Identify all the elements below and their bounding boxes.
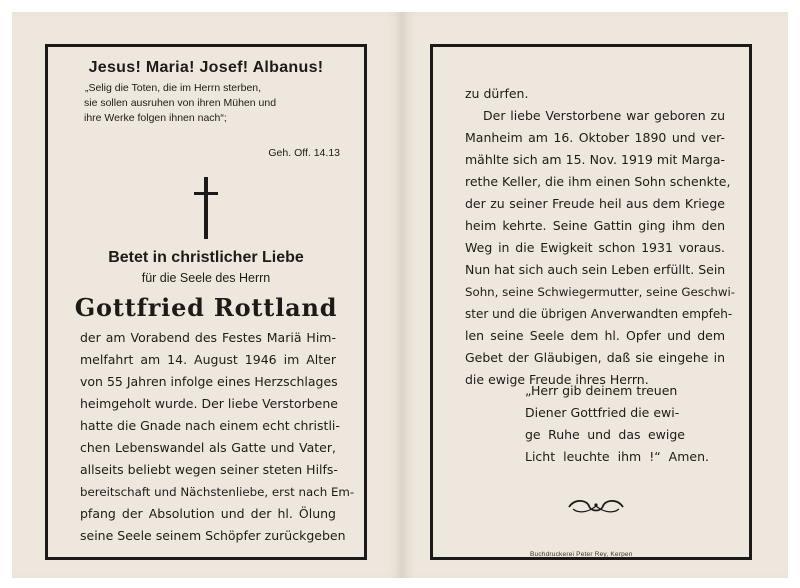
text-line: zu dürfen. (465, 86, 529, 101)
prayer-heading: Betet in christlicher Liebe (108, 249, 304, 266)
motto-heading: Jesus! Maria! Josef! Albanus! (88, 59, 324, 76)
prayer-line: Licht leuchte ihm !“ Amen. (525, 449, 709, 464)
right-body-text (465, 83, 736, 391)
text-line: mählte sich am 15. Nov. 1919 mit Marga- (465, 152, 725, 167)
flourish-ornament-icon (565, 494, 627, 516)
text-line: Der liebe Verstorbene war geboren zu (483, 108, 725, 123)
left-page-border (45, 44, 367, 560)
prayer-line: Diener Gottfried die ewi- (525, 405, 680, 420)
deceased-name: Gottfried Rottland (74, 293, 338, 322)
printer-imprint: Buchdruckerei Peter Rey, Kerpen (530, 551, 633, 558)
verse-line: ihre Werke folgen ihnen nach“; (84, 112, 227, 124)
left-body-text (80, 327, 355, 547)
prayer-line: „Herr gib deinem treuen (525, 383, 678, 398)
text-line: von 55 Jahren infolge eines Herzschlages (80, 374, 338, 389)
cross-icon (194, 177, 218, 239)
text-line: der am Vorabend des Festes Mariä Him- (80, 330, 336, 345)
bible-verse (84, 81, 344, 126)
text-line: len seine Seele dem hl. Opfer und dem (465, 328, 725, 343)
text-line: heim kehrte. Seine Gattin ging ihm den (465, 218, 725, 233)
text-line: seine Seele seinem Schöpfer zurückgeben (80, 528, 346, 543)
text-line: der zu seiner Freude heil aus dem Kriege (465, 196, 725, 211)
verse-reference: Geh. Off. 14.13 (268, 147, 340, 159)
text-line: chen Lebenswandel als Gatte und Vater, (80, 440, 336, 455)
text-line: bereitschaft und Nächstenliebe, erst nach Em- (80, 485, 355, 499)
text-line: die ewige Freude ihres Herrn. (465, 372, 649, 387)
text-line: Manheim am 16. Oktober 1890 und ver- (465, 130, 725, 145)
verse-line: sie sollen ausruhen von ihren Mühen und (84, 97, 277, 109)
closing-prayer (525, 380, 709, 468)
text-line: hatte die Gnade nach einem echt christli- (80, 418, 340, 433)
text-line: Gebet der Gläubigen, daß sie eingehe in (465, 350, 725, 365)
text-line: heimgeholt wurde. Der liebe Verstorbene (80, 396, 338, 411)
text-line: Sohn, seine Schwiegermutter, seine Geschwi- (465, 285, 736, 299)
left-page (12, 12, 402, 578)
text-line: pfang der Absolution und der hl. Ölung (80, 506, 336, 521)
soul-line: für die Seele des Herrn (141, 271, 271, 285)
text-line: melfahrt am 14. August 1946 im Alter (80, 352, 336, 367)
text-line: rethe Keller, die ihm einen Sohn schenkte, (465, 174, 731, 189)
text-line: allseits beliebt wegen seiner steten Hilfs- (80, 462, 338, 477)
right-page (402, 12, 788, 578)
right-page-border (430, 44, 752, 560)
text-line: ster und die übrigen Anverwandten empfeh- (465, 307, 733, 321)
prayer-line: ge Ruhe und das ewige (525, 427, 685, 442)
text-line: Weg in die Ewigkeit schon 1931 voraus. (465, 240, 725, 255)
text-line: Nun hat sich auch sein Leben erfüllt. Sein (465, 262, 726, 277)
verse-line: „Selig die Toten, die im Herrn sterben, (85, 82, 262, 94)
